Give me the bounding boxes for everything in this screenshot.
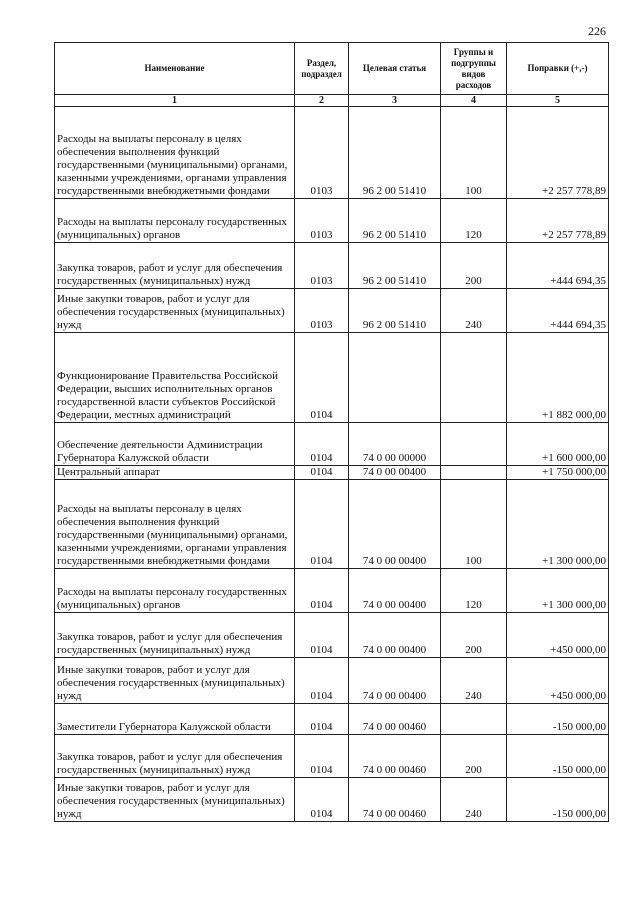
- row-group: 120: [441, 199, 507, 243]
- row-section: 0103: [295, 199, 349, 243]
- table-row: [55, 423, 609, 466]
- row-group: 100: [441, 480, 507, 569]
- row-name: Функционирование Правительства Российской Федерации, высших исполнительных органов государственной власти субъектов Российской Федерации, местных администраций: [55, 333, 295, 423]
- row-amount: +1 600 000,00: [507, 423, 609, 466]
- row-group: 240: [441, 289, 507, 333]
- table-row: [55, 199, 609, 243]
- row-name: Закупка товаров, работ и услуг для обеспечения государственных (муниципальных) нужд: [55, 613, 295, 658]
- row-article: [349, 333, 441, 423]
- row-group: 200: [441, 613, 507, 658]
- row-section: 0104: [295, 658, 349, 704]
- row-section: 0104: [295, 480, 349, 569]
- row-name: Закупка товаров, работ и услуг для обеспечения государственных (муниципальных) нужд: [55, 243, 295, 289]
- header-section: Раздел, подраздел: [295, 43, 349, 95]
- column-number: 4: [441, 95, 507, 107]
- row-section: 0104: [295, 613, 349, 658]
- header-group: Группы и подгруппы видов расходов: [441, 43, 507, 95]
- row-group: 240: [441, 658, 507, 704]
- row-section: 0104: [295, 778, 349, 822]
- row-section: 0103: [295, 289, 349, 333]
- table-row: [55, 613, 609, 658]
- column-number: 2: [295, 95, 349, 107]
- row-amount: +2 257 778,89: [507, 199, 609, 243]
- row-amount: +1 750 000,00: [507, 466, 609, 480]
- column-number: 3: [349, 95, 441, 107]
- row-name: Центральный аппарат: [55, 466, 295, 480]
- budget-amendments-table: [54, 42, 609, 822]
- row-section: 0104: [295, 569, 349, 613]
- row-group: 200: [441, 243, 507, 289]
- table-row: [55, 466, 609, 480]
- table-row: [55, 480, 609, 569]
- row-amount: +1 300 000,00: [507, 480, 609, 569]
- column-number-row: [55, 95, 609, 107]
- row-article: 74 0 00 00400: [349, 466, 441, 480]
- row-article: 74 0 00 00400: [349, 613, 441, 658]
- row-article: 96 2 00 51410: [349, 243, 441, 289]
- table-row: [55, 735, 609, 778]
- row-name: Обеспечение деятельности Администрации Губернатора Калужской области: [55, 423, 295, 466]
- row-section: 0104: [295, 423, 349, 466]
- row-name: Заместители Губернатора Калужской области: [55, 704, 295, 735]
- row-section: 0103: [295, 107, 349, 199]
- row-group: 200: [441, 735, 507, 778]
- row-name: Расходы на выплаты персоналу государственных (муниципальных) органов: [55, 569, 295, 613]
- row-section: 0104: [295, 704, 349, 735]
- row-article: 96 2 00 51410: [349, 289, 441, 333]
- row-group: [441, 704, 507, 735]
- row-article: 74 0 00 00400: [349, 658, 441, 704]
- row-group: [441, 333, 507, 423]
- row-group: [441, 423, 507, 466]
- table-row: [55, 289, 609, 333]
- row-amount: +444 694,35: [507, 289, 609, 333]
- row-name: Иные закупки товаров, работ и услуг для обеспечения государственных (муниципальных) нужд: [55, 658, 295, 704]
- row-name: Иные закупки товаров, работ и услуг для обеспечения государственных (муниципальных) нужд: [55, 778, 295, 822]
- row-group: [441, 466, 507, 480]
- row-section: 0104: [295, 466, 349, 480]
- header-amount: Поправки (+,-): [507, 43, 609, 95]
- table-row: [55, 243, 609, 289]
- table-row: [55, 658, 609, 704]
- table-row: [55, 569, 609, 613]
- row-section: 0104: [295, 735, 349, 778]
- header-article: Целевая статья: [349, 43, 441, 95]
- row-article: 74 0 00 00460: [349, 778, 441, 822]
- row-article: 96 2 00 51410: [349, 199, 441, 243]
- header-name: Наименование: [55, 43, 295, 95]
- row-name: Расходы на выплаты персоналу в целях обеспечения выполнения функций государственными (муниципальными) органами, казенными учреждениями, органами управления государственными внебюджетными фондами: [55, 107, 295, 199]
- row-article: 74 0 00 00400: [349, 569, 441, 613]
- page-number: 226: [588, 24, 606, 38]
- table-row: [55, 704, 609, 735]
- row-amount: +450 000,00: [507, 613, 609, 658]
- row-name: Расходы на выплаты персоналу в целях обеспечения выполнения функций государственными (муниципальными) органами, казенными учреждениями, органами управления государственными внебюджетными фондами: [55, 480, 295, 569]
- row-group: 100: [441, 107, 507, 199]
- row-amount: +1 882 000,00: [507, 333, 609, 423]
- row-article: 96 2 00 51410: [349, 107, 441, 199]
- header-row: [55, 43, 609, 95]
- row-article: 74 0 00 00460: [349, 704, 441, 735]
- row-group: 120: [441, 569, 507, 613]
- row-section: 0103: [295, 243, 349, 289]
- row-name: Иные закупки товаров, работ и услуг для обеспечения государственных (муниципальных) нужд: [55, 289, 295, 333]
- row-article: 74 0 00 00000: [349, 423, 441, 466]
- row-amount: +450 000,00: [507, 658, 609, 704]
- row-name: Расходы на выплаты персоналу государственных (муниципальных) органов: [55, 199, 295, 243]
- row-section: 0104: [295, 333, 349, 423]
- row-name: Закупка товаров, работ и услуг для обеспечения государственных (муниципальных) нужд: [55, 735, 295, 778]
- row-amount: -150 000,00: [507, 735, 609, 778]
- row-amount: -150 000,00: [507, 778, 609, 822]
- row-amount: +444 694,35: [507, 243, 609, 289]
- row-amount: +2 257 778,89: [507, 107, 609, 199]
- row-article: 74 0 00 00460: [349, 735, 441, 778]
- row-article: 74 0 00 00400: [349, 480, 441, 569]
- table-row: [55, 333, 609, 423]
- row-group: 240: [441, 778, 507, 822]
- column-number: 5: [507, 95, 609, 107]
- table-row: [55, 778, 609, 822]
- table-row: [55, 107, 609, 199]
- column-number: 1: [55, 95, 295, 107]
- row-amount: +1 300 000,00: [507, 569, 609, 613]
- row-amount: -150 000,00: [507, 704, 609, 735]
